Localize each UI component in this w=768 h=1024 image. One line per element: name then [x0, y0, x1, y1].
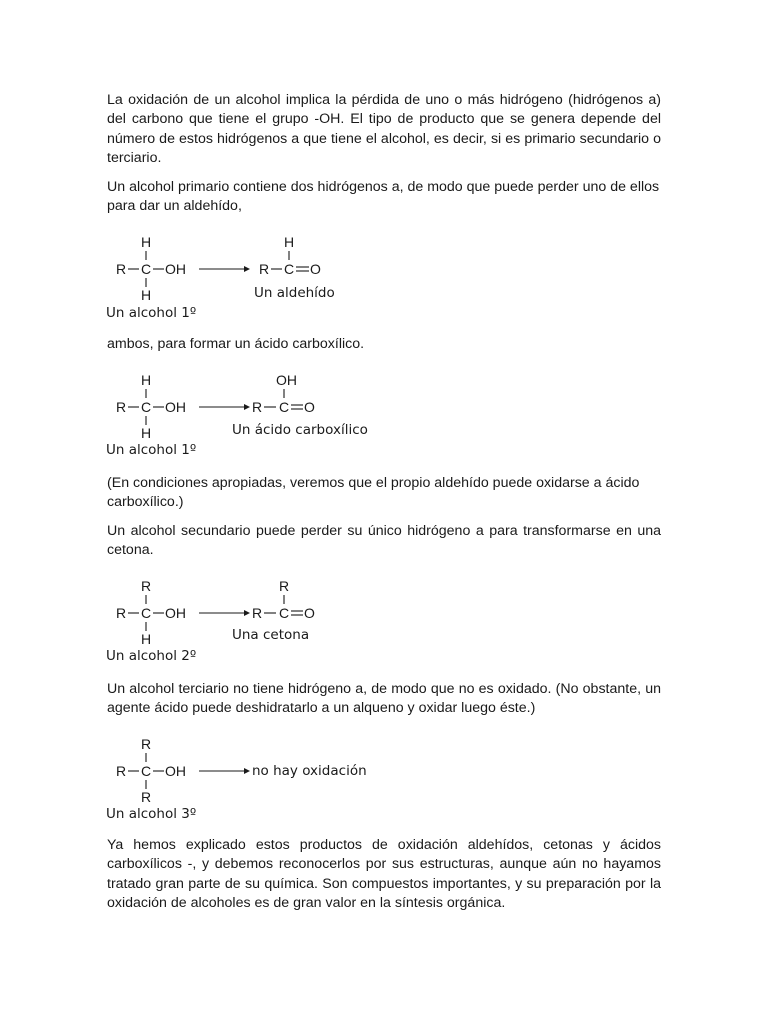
reactant-carbon: C	[141, 399, 152, 415]
reactant-r-group: R	[116, 763, 127, 779]
product-label: Una cetona	[232, 627, 310, 643]
paragraph-tertiary-alcohol: Un alcohol terciario no tiene hidrógeno a, de modo que no es oxidado. (No obstante, un agente ácido puede deshidratarlo a un alqueno y oxidar luego éste.)	[107, 681, 661, 717]
paragraph-secondary-alcohol: Un alcohol secundario puede perder su único hidrógeno a para transformarse en una cetona.	[107, 523, 661, 559]
product-oxygen: O	[310, 261, 321, 277]
reactant-hydroxyl: OH	[165, 605, 186, 621]
reaction-tertiary-no-oxidation	[104, 734, 504, 824]
product-carbon: C	[284, 261, 295, 277]
reactant-top-atom: R	[141, 578, 152, 594]
paragraph-primary-alcohol: Un alcohol primario contiene dos hidrógenos a, de modo que puede perder uno de ellos para dar un aldehído,	[107, 179, 660, 215]
reactant-bottom-atom: R	[141, 789, 152, 805]
reactant-top-atom: H	[141, 234, 152, 250]
product-r-group: R	[252, 399, 263, 415]
reaction-secondary-to-ketone	[104, 576, 504, 666]
paragraph-carboxylic-acid: ambos, para formar un ácido carboxílico.	[107, 336, 365, 352]
reactant-carbon: C	[141, 763, 152, 779]
reaction-primary-to-aldehyde	[104, 232, 504, 322]
reaction-primary-to-carboxylic-acid	[104, 370, 504, 460]
arrow-head-icon	[244, 610, 250, 616]
reaction-diagram-aldehyde	[104, 232, 504, 322]
product-r-group: R	[259, 261, 270, 277]
paragraph-aldehyde-note: (En condiciones apropiadas, veremos que el propio aldehído puede oxidarse a ácido carboxílico.)	[107, 475, 640, 511]
arrow-head-icon	[244, 266, 250, 272]
product-label: Un aldehído	[254, 285, 335, 301]
product-r-group: R	[252, 605, 263, 621]
paragraph-oxidation-intro: La oxidación de un alcohol implica la pérdida de uno o más hidrógeno (hidrógenos a) del carbono que tiene el grupo -OH. El tipo de producto que se genera depende del número de estos hidrógenos a que tiene el alcohol, es decir, si es primario secundario o terciario.	[107, 92, 661, 167]
product-oxygen: O	[304, 399, 315, 415]
reactant-hydroxyl: OH	[165, 399, 186, 415]
reactant-bottom-atom: H	[141, 631, 152, 647]
reaction-diagram-ketone	[104, 576, 504, 666]
arrow-head-icon	[244, 768, 250, 774]
reactant-bottom-atom: H	[141, 287, 152, 303]
reactant-top-atom: H	[141, 372, 152, 388]
product-label: Un ácido carboxílico	[232, 422, 368, 438]
reactant-r-group: R	[116, 605, 127, 621]
reactant-carbon: C	[141, 261, 152, 277]
reactant-label: Un alcohol 1º	[106, 442, 197, 458]
arrow-head-icon	[244, 404, 250, 410]
no-oxidation-text: no hay oxidación	[252, 763, 367, 779]
reactant-hydroxyl: OH	[165, 261, 186, 277]
reactant-r-group: R	[116, 399, 127, 415]
product-top-group: OH	[276, 372, 297, 388]
product-top-group: R	[279, 578, 290, 594]
reaction-diagram-carboxylic-acid	[104, 370, 504, 460]
reactant-bottom-atom: H	[141, 425, 152, 441]
reactant-label: Un alcohol 2º	[106, 648, 197, 664]
product-carbon: C	[279, 605, 290, 621]
reaction-diagram-no-oxidation	[104, 734, 504, 824]
reactant-hydroxyl: OH	[165, 763, 186, 779]
reactant-r-group: R	[116, 261, 127, 277]
product-oxygen: O	[304, 605, 315, 621]
reactant-label: Un alcohol 3º	[106, 806, 197, 822]
paragraph-conclusion: Ya hemos explicado estos productos de oxidación aldehídos, cetonas y ácidos carboxílicos -, y debemos reconocerlos por sus estructuras, aunque aún no hayamos tratado gran parte de su química. Son compuestos importantes, y su preparación por la oxidación de alcoholes es de gran valor en la síntesis orgánica.	[107, 837, 661, 912]
product-carbon: C	[279, 399, 290, 415]
reactant-carbon: C	[141, 605, 152, 621]
reactant-top-atom: R	[141, 736, 152, 752]
product-top-atom: H	[284, 234, 295, 250]
reactant-label: Un alcohol 1º	[106, 305, 197, 321]
